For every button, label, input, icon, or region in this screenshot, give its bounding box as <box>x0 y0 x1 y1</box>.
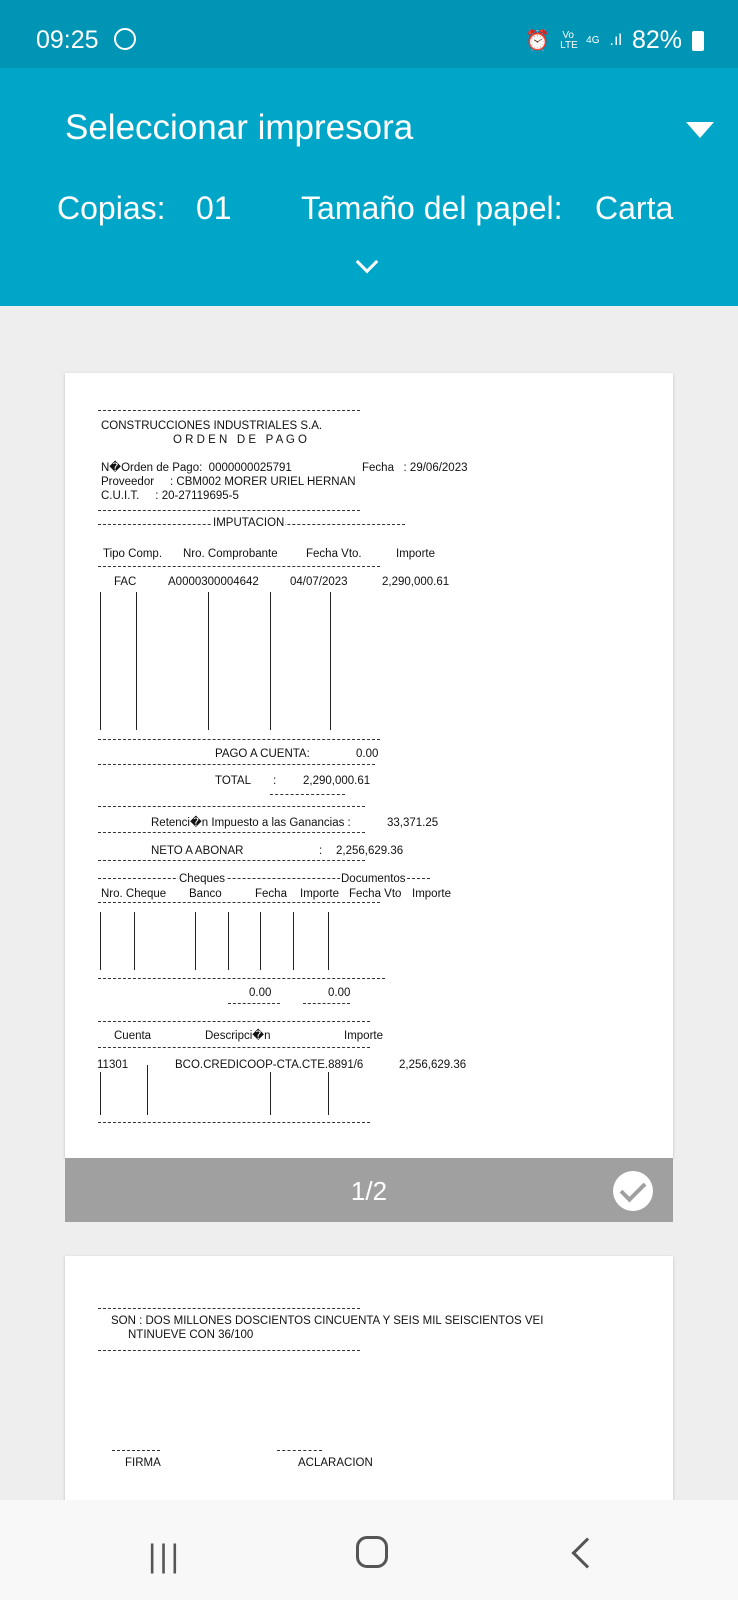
paper-size-value[interactable]: Carta <box>595 190 674 226</box>
rule-line <box>98 764 375 765</box>
rule-line <box>98 1021 370 1022</box>
doc-text-pago-cuenta_label: PAGO A CUENTA: <box>215 748 310 760</box>
doc-text-imp-headers-0: Tipo Comp. <box>103 548 163 560</box>
doc-text-cheques: Cheques <box>179 873 226 885</box>
page-indicator: 1/2 <box>350 1176 388 1206</box>
copies-value[interactable]: 01 <box>196 190 232 226</box>
recents-icon[interactable]: ||| <box>148 1538 182 1574</box>
doc-text-total-value: 2,290,000.61 <box>303 775 371 787</box>
alarm-icon: ⏰ <box>525 30 551 52</box>
doc-text-chq-headers-2: Fecha <box>255 888 287 900</box>
rule-line <box>98 902 380 903</box>
doc-text-chq-headers-4: Fecha Vto <box>349 888 402 900</box>
lte-icon: Vo LTE <box>560 29 578 51</box>
rule-line <box>98 566 380 567</box>
dropdown-icon[interactable] <box>686 122 714 138</box>
doc-text-chq-headers-1: Banco <box>189 888 222 900</box>
whatsapp-icon <box>114 28 136 50</box>
doc-text-firma: FIRMA <box>125 1457 161 1469</box>
rule-line <box>98 978 385 979</box>
battery-text: 82% <box>631 26 682 54</box>
doc-text-son-1: SON : DOS MILLONES DOSCIENTOS CINCUENTA Y SEIS MIL SEISCIENTOS VEI <box>111 1315 544 1327</box>
column-line <box>100 592 101 730</box>
column-line <box>260 912 261 970</box>
doc-text-neto-label: NETO A ABONAR <box>151 845 244 857</box>
doc-text-chq-headers-0: Nro. Cheque <box>101 888 167 900</box>
home-icon[interactable] <box>356 1536 388 1568</box>
doc-text-chq-headers-5: Importe <box>412 888 451 900</box>
doc-text-order-label: N�Orden de Pago: 0000000025791 <box>101 462 292 474</box>
doc-text-total-label: TOTAL <box>215 775 251 787</box>
doc-text-proveedor: Proveedor : CBM002 MORER URIEL HERNAN <box>101 476 356 488</box>
back-icon[interactable] <box>571 1537 602 1568</box>
doc-text-cta-headers-1: Descripci�n <box>205 1030 271 1042</box>
network-icon: 4G <box>586 34 600 46</box>
doc-text-total-sep: : <box>273 775 277 787</box>
rule-line <box>98 1047 370 1048</box>
doc-text-imp-row-1: A0000300004642 <box>168 576 259 588</box>
rule-line <box>98 410 360 411</box>
column-line <box>100 912 101 970</box>
doc-text-cta-row-1: BCO.CREDICOOP-CTA.CTE.8891/6 <box>175 1059 364 1071</box>
signal-icon: .ıl <box>609 31 622 49</box>
doc-text-neto-sep: : <box>319 845 323 857</box>
column-line <box>293 912 294 970</box>
rule-line <box>277 1450 322 1451</box>
doc-text-imp-headers-1: Nro. Comprobante <box>183 548 278 560</box>
doc-text-fecha: Fecha : 29/06/2023 <box>362 462 468 474</box>
doc-text-company: CONSTRUCCIONES INDUSTRIALES S.A. <box>101 420 323 432</box>
doc-text-documentos: Documentos <box>341 873 406 885</box>
rule-line <box>98 1122 370 1123</box>
clock: 09:25 <box>36 26 99 54</box>
copies-label: Copias: <box>57 190 166 226</box>
rule-line <box>303 1003 350 1004</box>
rule-line <box>98 739 380 740</box>
doc-text-retencion-value: 33,371.25 <box>387 817 439 829</box>
doc-text-cta-headers-2: Importe <box>344 1030 383 1042</box>
doc-text-imp-row-0: FAC <box>114 576 137 588</box>
status-bar <box>0 0 738 68</box>
doc-text-cta-row-0: 11301 <box>97 1059 129 1071</box>
doc-text-doc-total: 0.00 <box>328 987 351 999</box>
rule-line <box>98 806 365 807</box>
column-line <box>328 1065 329 1115</box>
check-icon[interactable] <box>613 1171 653 1211</box>
doc-text-doc-title: O R D E N D E P A G O <box>173 434 307 446</box>
column-line <box>195 912 196 970</box>
column-line <box>228 912 229 970</box>
doc-text-imp-row-2: 04/07/2023 <box>290 576 348 588</box>
rule-line <box>98 510 360 511</box>
page-footer <box>65 1158 673 1222</box>
rule-line <box>270 794 345 795</box>
battery-icon <box>692 31 704 51</box>
rule-line <box>98 860 365 861</box>
doc-text-son-2: NTINUEVE CON 36/100 <box>128 1329 254 1341</box>
column-line <box>330 592 331 730</box>
column-line <box>328 912 329 970</box>
column-line <box>270 592 271 730</box>
doc-text-imputacion: IMPUTACION <box>213 517 285 529</box>
rule-line <box>112 1450 160 1451</box>
rule-line <box>98 1350 360 1351</box>
column-line <box>136 592 137 730</box>
doc-text-retencion-label: Retenci�n Impuesto a las Ganancias : <box>151 817 351 829</box>
doc-text-imp-headers-3: Importe <box>396 548 435 560</box>
rule-line <box>228 1003 280 1004</box>
column-line <box>134 912 135 970</box>
paper-size-label: Tamaño del papel: <box>301 190 563 226</box>
rule-line <box>98 832 365 833</box>
column-line <box>147 1065 148 1115</box>
doc-text-imp-row-3: 2,290,000.61 <box>382 576 450 588</box>
doc-text-pago-cuenta_value: 0.00 <box>356 748 379 760</box>
column-line <box>270 1065 271 1115</box>
doc-text-neto-value: 2,256,629.36 <box>336 845 404 857</box>
column-line <box>100 1065 101 1115</box>
rule-line <box>98 1308 360 1309</box>
chevron-down-icon[interactable] <box>356 251 379 274</box>
column-line <box>208 592 209 730</box>
navigation-bar <box>0 1500 738 1600</box>
doc-text-imp-headers-2: Fecha Vto. <box>306 548 362 560</box>
doc-text-chq-headers-3: Importe <box>300 888 339 900</box>
doc-text-cuit: C.U.I.T. : 20-27119695-5 <box>101 490 239 502</box>
printer-select[interactable]: Seleccionar impresora <box>65 108 414 147</box>
doc-text-cta-headers-0: Cuenta <box>114 1030 152 1042</box>
print-options-bar <box>0 68 738 306</box>
doc-text-chq-total: 0.00 <box>249 987 272 999</box>
doc-text-cta-row-2: 2,256,629.36 <box>399 1059 467 1071</box>
doc-text-aclaracion: ACLARACION <box>298 1457 373 1469</box>
